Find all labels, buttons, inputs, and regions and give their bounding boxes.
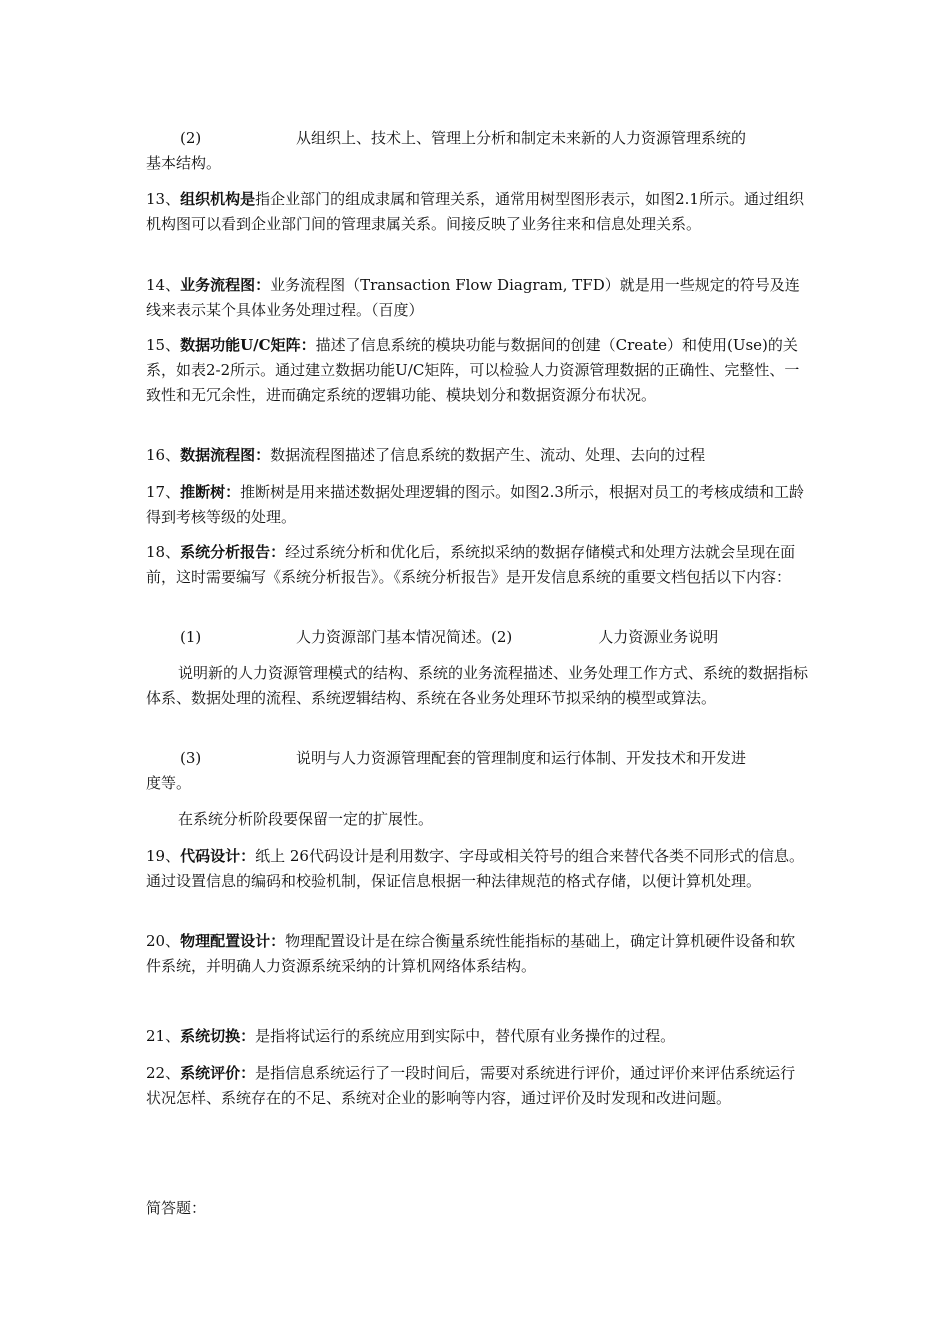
item-number: 21、 <box>146 1027 181 1045</box>
item-text: 推断树是用来描述数据处理逻辑的图示。如图2.3所示，根据对员工的考核成绩和工龄得到考核等级的处理。 <box>146 483 804 526</box>
report-list-item-3 <box>146 746 810 771</box>
report-description: 说明新的人力资源管理模式的结构、系统的业务流程描述、业务处理工作方式、系统的数据指标体系、数据处理的流程、系统逻辑结构、系统在各业务处理环节拟采纳的模型或算法。 <box>146 664 809 707</box>
item-term: 代码设计： <box>180 847 256 865</box>
definition-item-22 <box>146 1061 810 1111</box>
definition-item-17 <box>146 480 810 530</box>
report-text-1: 人力资源部门基本情况简述。(2) <box>296 628 513 646</box>
item-number: 16、 <box>146 446 181 464</box>
item-number: 13、 <box>146 190 181 208</box>
item-number: 17、 <box>146 483 181 501</box>
definition-item-19 <box>146 844 810 894</box>
definition-item-15 <box>146 333 810 408</box>
item-term: 数据功能U/C矩阵： <box>180 336 316 354</box>
definition-item-14 <box>146 273 810 323</box>
definition-item-21 <box>146 1024 810 1049</box>
item-text: 指企业部门的组成隶属和管理关系，通常用树型图形表示，如图2.1所示。通过组织机构图可以看到企业部门间的管理隶属关系。间接反映了业务往来和信息处理关系。 <box>146 190 804 233</box>
item-term: 系统切换： <box>180 1027 256 1045</box>
item-text: 数据流程图描述了信息系统的数据产生、流动、处理、去向的过程 <box>270 446 706 464</box>
item-text: 纸上 26代码设计是利用数字、字母或相关符号的组合来替代各类不同形式的信息。通过设置信息的编码和校验机制，保证信息根据一种法律规范的格式存储，以便计算机处理。 <box>146 847 804 890</box>
report-label-1: (1) <box>180 628 202 646</box>
item-term: 推断树： <box>180 483 241 501</box>
definition-item-20 <box>146 929 810 979</box>
intro-label: (2) <box>180 129 202 147</box>
report-text-3b: 度等。 <box>146 774 192 792</box>
item-text: 业务流程图（Transaction Flow Diagram, TFD）就是用一些规定的符号及连线来表示某个具体业务处理过程。（百度） <box>146 276 800 319</box>
report-text-3a: 说明与人力资源管理配套的管理制度和运行体制、开发技术和开发进 <box>296 749 747 767</box>
item-number: 15、 <box>146 336 181 354</box>
report-note: 在系统分析阶段要保留一定的扩展性。 <box>178 810 434 828</box>
section-heading-short-answer: 简答题： <box>146 1199 207 1217</box>
item-number: 22、 <box>146 1064 181 1082</box>
item-term: 物理配置设计： <box>180 932 286 950</box>
report-list-item-1 <box>146 625 810 650</box>
intro-text-1: 从组织上、技术上、管理上分析和制定未来新的人力资源管理系统的 <box>296 129 747 147</box>
item-text: 描述了信息系统的模块功能与数据间的创建（Create）和使用(Use)的关系，如表2-2所示。通过建立数据功能U/C矩阵，可以检验人力资源管理数据的正确性、完整性、一致性和无冗余性，进而确定系统的逻辑功能、模块划分和数据资源分布状况。 <box>146 336 800 404</box>
intro-text-2: 基本结构。 <box>146 154 222 172</box>
intro-item <box>146 126 810 151</box>
item-term: 系统评价： <box>180 1064 256 1082</box>
item-text: 是指将试运行的系统应用到实际中，替代原有业务操作的过程。 <box>255 1027 676 1045</box>
item-term: 业务流程图： <box>180 276 271 294</box>
item-term: 系统分析报告： <box>180 543 286 561</box>
item-number: 19、 <box>146 847 181 865</box>
item-number: 18、 <box>146 543 181 561</box>
intro-item-cont <box>146 151 810 176</box>
report-text-2: 人力资源业务说明 <box>598 628 719 646</box>
item-term: 组织机构是 <box>180 190 256 208</box>
definition-item-13 <box>146 187 810 237</box>
report-list-item-3-cont <box>146 771 810 796</box>
item-term: 数据流程图： <box>180 446 271 464</box>
definition-item-18 <box>146 540 810 590</box>
item-text: 经过系统分析和优化后，系统拟采纳的数据存储模式和处理方法就会呈现在面前，这时需要编写《系统分析报告》。《系统分析报告》是开发信息系统的重要文档包括以下内容： <box>146 543 796 586</box>
item-text: 是指信息系统运行了一段时间后，需要对系统进行评价，通过评价来评估系统运行状况怎样、系统存在的不足、系统对企业的影响等内容，通过评价及时发现和改进问题。 <box>146 1064 796 1107</box>
item-number: 20、 <box>146 932 181 950</box>
report-label-3: (3) <box>180 749 202 767</box>
item-number: 14、 <box>146 276 181 294</box>
item-text: 物理配置设计是在综合衡量系统性能指标的基础上，确定计算机硬件设备和软件系统，并明确人力资源系统采纳的计算机网络体系结构。 <box>146 932 796 975</box>
definition-item-16 <box>146 443 810 468</box>
